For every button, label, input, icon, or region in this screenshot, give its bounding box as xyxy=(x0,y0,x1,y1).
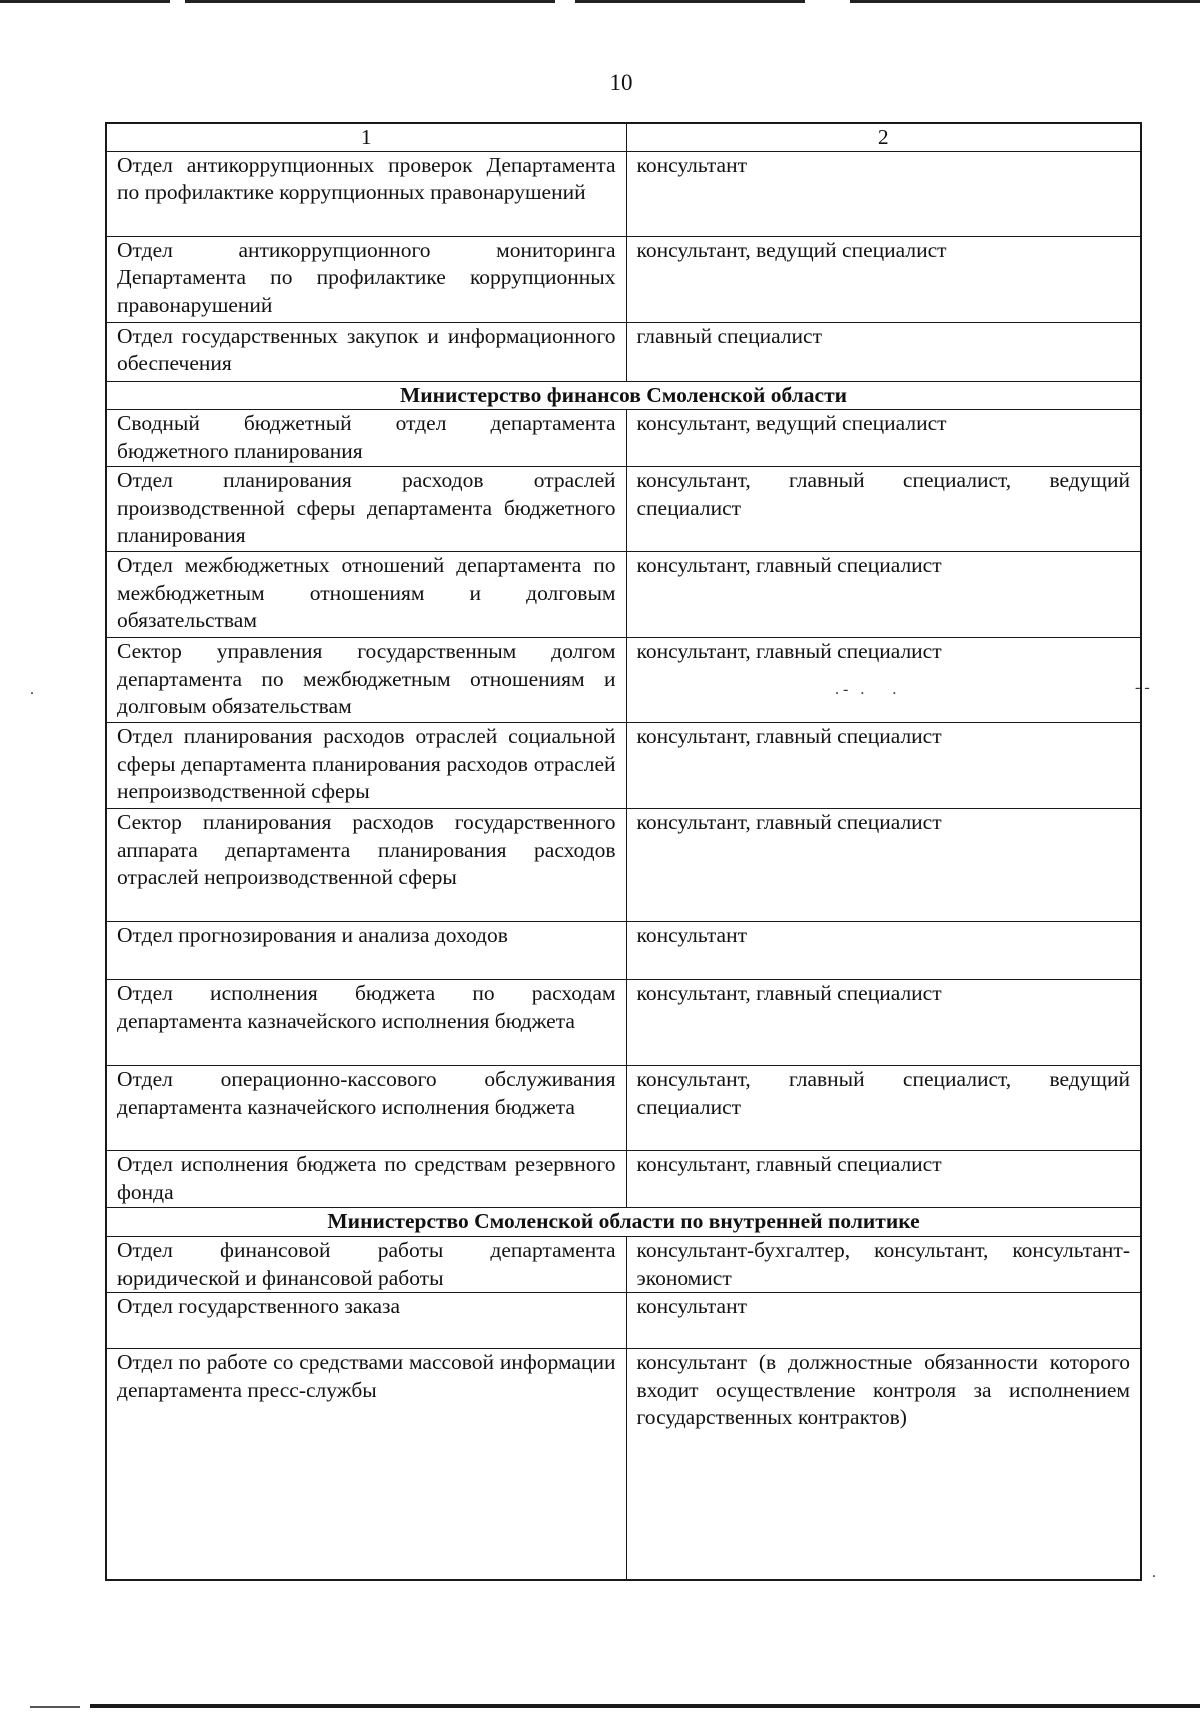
table-row xyxy=(106,980,1141,1066)
table-row xyxy=(106,151,1141,236)
unit-cell: Отдел по работе со средствами массовой информации департамента пресс-службы xyxy=(106,1349,626,1581)
positions-cell: консультант, главный специалист xyxy=(626,723,1141,809)
section-heading-row xyxy=(106,381,1141,410)
table-row xyxy=(106,552,1141,638)
table-row xyxy=(106,922,1141,980)
table-row xyxy=(106,1151,1141,1208)
table-row xyxy=(106,410,1141,467)
scan-speck-cell: . - . . xyxy=(835,681,897,698)
table-row xyxy=(106,236,1141,322)
unit-cell: Отдел антикоррупционного мониторинга Департамента по профилактике коррупционных правонарушений xyxy=(106,236,626,322)
positions-cell: консультант, главный специалист xyxy=(626,809,1141,922)
table-row xyxy=(106,322,1141,381)
unit-cell: Отдел государственного заказа xyxy=(106,1293,626,1349)
scan-speck-right-lower: . xyxy=(1152,1564,1156,1581)
unit-cell: Отдел исполнения бюджета по расходам департамента казначейского исполнения бюджета xyxy=(106,980,626,1066)
section-heading-row xyxy=(106,1208,1141,1237)
table-row xyxy=(106,1066,1141,1151)
scan-speck-left: . xyxy=(30,681,34,698)
unit-cell: Сектор планирования расходов государственного аппарата департамента планирования расходов отраслей непроизводственной сферы xyxy=(106,809,626,922)
column-number-2: 2 xyxy=(626,123,1141,151)
table-row xyxy=(106,1293,1141,1349)
unit-cell: Сводный бюджетный отдел департамента бюджетного планирования xyxy=(106,410,626,467)
section-heading: Министерство Смоленской области по внутренней политике xyxy=(106,1208,1141,1237)
section-heading: Министерство финансов Смоленской области xyxy=(106,381,1141,410)
positions-cell: консультант, главный специалист xyxy=(626,1151,1141,1208)
scan-edge-top-3 xyxy=(575,0,805,3)
scan-speck-right: - - xyxy=(1135,679,1150,696)
positions-cell: консультант xyxy=(626,151,1141,236)
scan-edge-top-2 xyxy=(185,0,555,3)
scan-edge-bottom xyxy=(90,1704,1200,1708)
scan-edge-top-1 xyxy=(0,0,170,3)
unit-cell: Отдел операционно-кассового обслуживания департамента казначейского исполнения бюджета xyxy=(106,1066,626,1151)
table-row xyxy=(106,467,1141,552)
table-row xyxy=(106,809,1141,922)
unit-cell: Отдел государственных закупок и информационного обеспечения xyxy=(106,322,626,381)
page-number: 10 xyxy=(609,70,633,95)
positions-cell: консультант (в должностные обязанности которого входит осуществление контроля за исполнением государственных контрактов) xyxy=(626,1349,1141,1581)
unit-cell: Отдел планирования расходов отраслей производственной сферы департамента бюджетного планирования xyxy=(106,467,626,552)
positions-cell: консультант, ведущий специалист xyxy=(626,236,1141,322)
positions-cell: консультант, главный специалист xyxy=(626,980,1141,1066)
positions-cell: главный специалист xyxy=(626,322,1141,381)
positions-cell: консультант xyxy=(626,922,1141,980)
positions-cell: консультант, главный специалист, ведущий специалист xyxy=(626,467,1141,552)
positions-cell: консультант xyxy=(626,1293,1141,1349)
table-header-row xyxy=(106,123,1141,151)
scan-edge-top-4 xyxy=(850,0,1200,3)
table-row xyxy=(106,1237,1141,1293)
unit-cell: Отдел исполнения бюджета по средствам резервного фонда xyxy=(106,1151,626,1208)
unit-cell: Отдел межбюджетных отношений департамента по межбюджетным отношениям и долговым обязательствам xyxy=(106,552,626,638)
unit-cell: Отдел прогнозирования и анализа доходов xyxy=(106,922,626,980)
unit-cell: Отдел финансовой работы департамента юридической и финансовой работы xyxy=(106,1237,626,1293)
unit-cell: Отдел планирования расходов отраслей социальной сферы департамента планирования расходов отраслей непроизводственной сферы xyxy=(106,723,626,809)
unit-cell: Сектор управления государственным долгом департамента по межбюджетным отношениям и долговым обязательствам xyxy=(106,638,626,723)
scan-edge-bottom-left xyxy=(30,1706,80,1708)
table-row xyxy=(106,1349,1141,1581)
positions-cell: консультант, главный специалист, ведущий специалист xyxy=(626,1066,1141,1151)
positions-table xyxy=(105,122,1142,1581)
positions-cell: консультант-бухгалтер, консультант, консультант-экономист xyxy=(626,1237,1141,1293)
positions-cell: консультант, ведущий специалист xyxy=(626,410,1141,467)
table-row xyxy=(106,723,1141,809)
positions-cell: консультант, главный специалист xyxy=(626,638,1141,723)
table-row xyxy=(106,638,1141,723)
column-number-1: 1 xyxy=(106,123,626,151)
positions-cell: консультант, главный специалист xyxy=(626,552,1141,638)
unit-cell: Отдел антикоррупционных проверок Департамента по профилактике коррупционных правонарушений xyxy=(106,151,626,236)
